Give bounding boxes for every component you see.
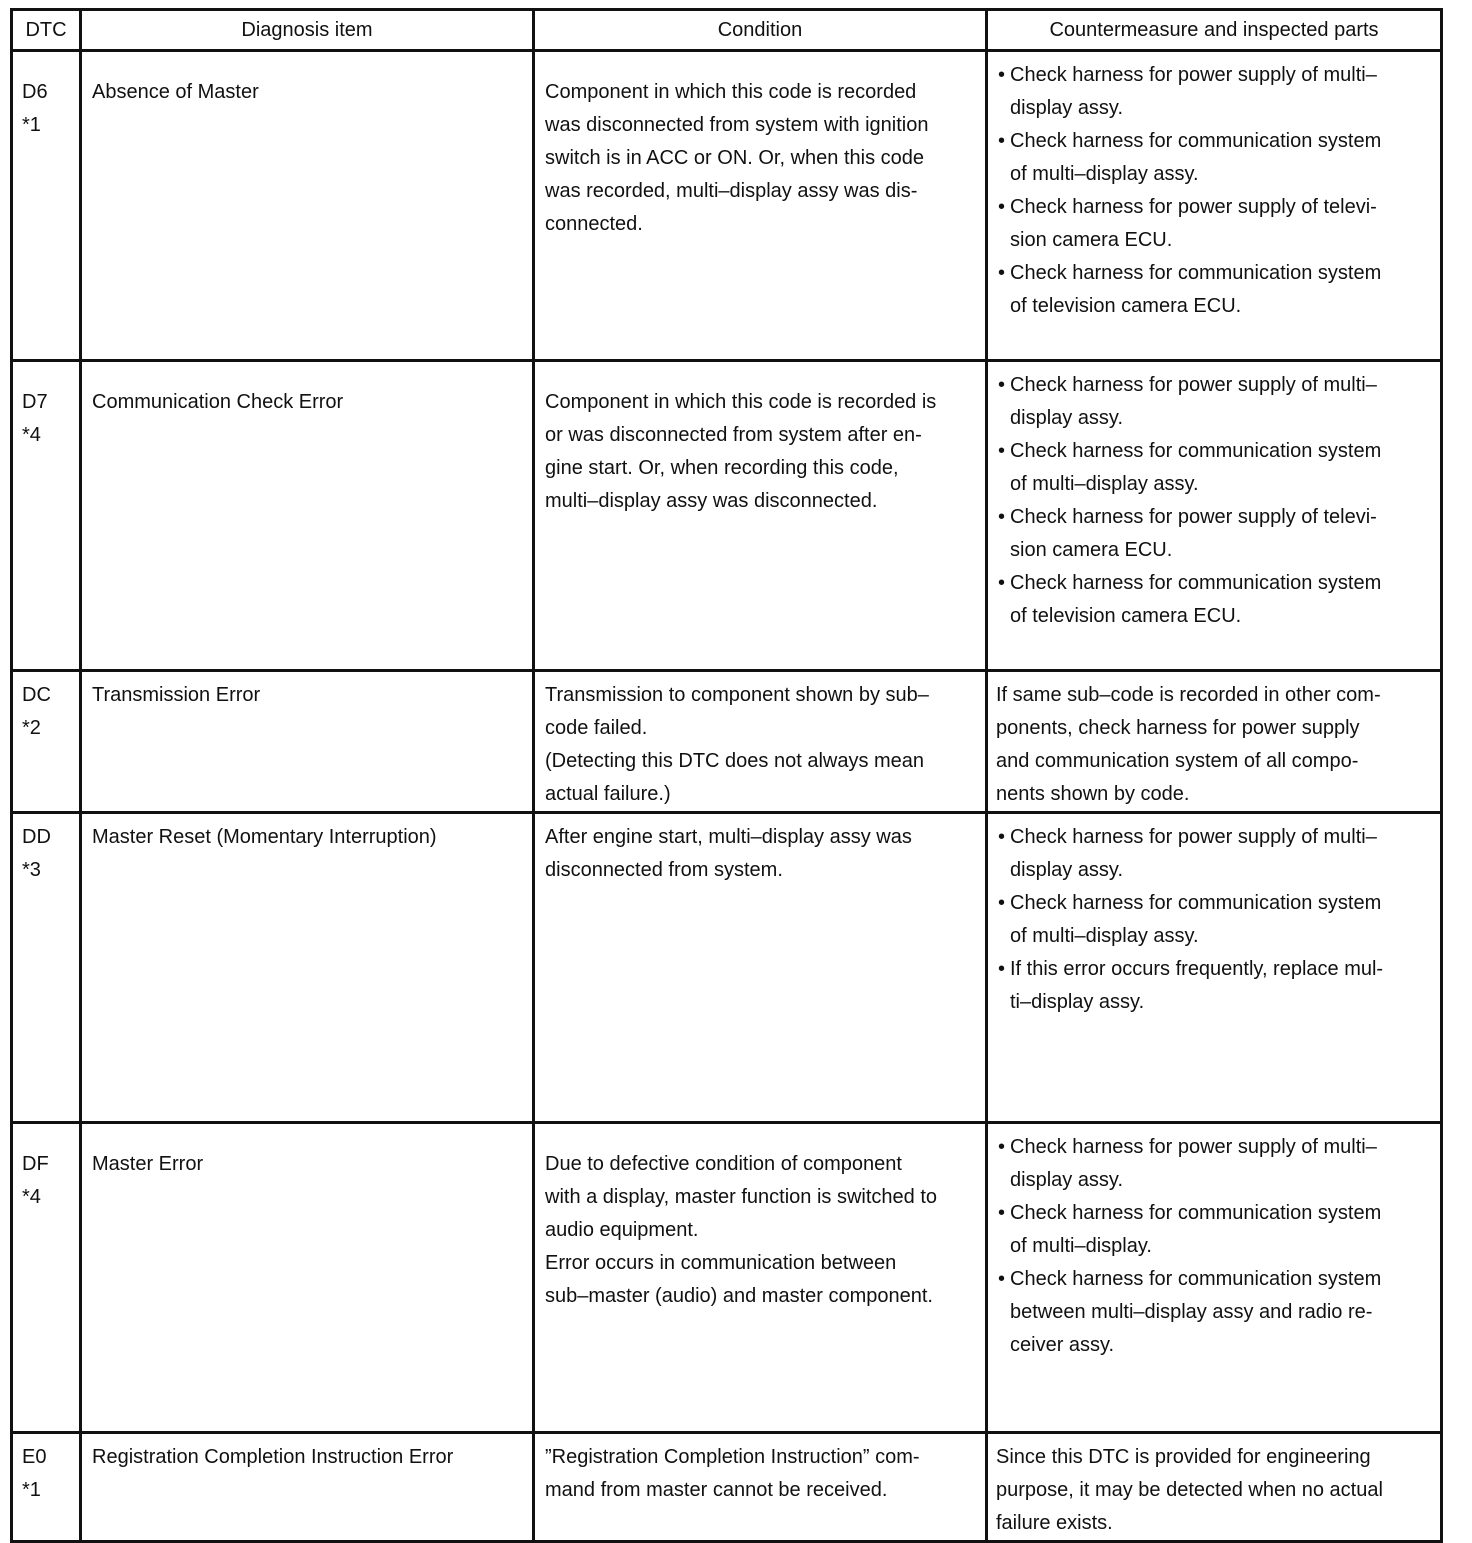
countermeasure-line: Check harness for communication system [1010, 1268, 1382, 1290]
diagnosis-item: Absence of Master [92, 81, 259, 103]
bullet-icon: • [998, 1136, 1006, 1158]
table-row [12, 1123, 1442, 1433]
condition-line: disconnected from system. [545, 859, 783, 881]
condition-line: mand from master cannot be received. [545, 1479, 888, 1501]
countermeasure-line: Check harness for communication system [1010, 130, 1382, 152]
countermeasure-item [996, 257, 1434, 323]
countermeasure-line: Check harness for communication system [1010, 262, 1382, 284]
diagnosis-item: Registration Completion Instruction Error [92, 1446, 454, 1468]
countermeasure-line: of multi–display. [1010, 1235, 1152, 1257]
countermeasure-list [996, 821, 1434, 1019]
countermeasure-line: of multi–display assy. [1010, 163, 1199, 185]
countermeasure-line: Check harness for power supply of multi– [1010, 826, 1377, 848]
header-condition: Condition [534, 10, 987, 51]
bullet-icon: • [998, 958, 1006, 980]
countermeasure-line: nents shown by code. [996, 783, 1190, 805]
countermeasure-cell [987, 1433, 1442, 1542]
dtc-cell [12, 1123, 81, 1433]
countermeasure-line: and communication system of all compo- [996, 750, 1359, 772]
diagnosis-item: Master Error [92, 1153, 204, 1175]
diagnosis-item: Communication Check Error [92, 391, 344, 413]
dtc-cell [12, 813, 81, 1123]
countermeasure-item [996, 59, 1434, 125]
dtc-code: DF [22, 1153, 49, 1175]
countermeasure-line: of television camera ECU. [1010, 295, 1242, 317]
condition-line: was disconnected from system with ignition [545, 114, 929, 136]
countermeasure-line: Check harness for communication system [1010, 440, 1382, 462]
condition-line: ”Registration Completion Instruction” com- [545, 1446, 920, 1468]
header-countermeasure: Countermeasure and inspected parts [987, 10, 1442, 51]
countermeasure-item [996, 567, 1434, 633]
table-row [12, 51, 1442, 361]
countermeasure-item [996, 1197, 1434, 1263]
condition-line: actual failure.) [545, 783, 671, 805]
countermeasure-item [996, 821, 1434, 887]
bullet-icon: • [998, 1202, 1006, 1224]
dtc-code: D6 [22, 81, 48, 103]
countermeasure-line: of multi–display assy. [1010, 473, 1199, 495]
diagnosis-item-cell [81, 51, 534, 361]
countermeasure-item [996, 1131, 1434, 1197]
bullet-icon: • [998, 130, 1006, 152]
countermeasure-line: Since this DTC is provided for engineering [996, 1446, 1371, 1468]
condition-line: (Detecting this DTC does not always mean [545, 750, 925, 772]
countermeasure-cell [987, 813, 1442, 1123]
countermeasure-line: Check harness for power supply of multi– [1010, 1136, 1377, 1158]
dtc-code: E0 [22, 1446, 47, 1468]
countermeasure-cell [987, 1123, 1442, 1433]
countermeasure-item [996, 501, 1434, 567]
condition-cell [534, 51, 987, 361]
diagnosis-item-cell [81, 1123, 534, 1433]
dtc-code: D7 [22, 391, 48, 413]
condition-line: gine start. Or, when recording this code, [545, 457, 899, 479]
condition-line: Transmission to component shown by sub– [545, 684, 929, 706]
header-diagnosis-item: Diagnosis item [81, 10, 534, 51]
countermeasure-line: Check harness for power supply of televi- [1010, 196, 1377, 218]
condition-cell [534, 813, 987, 1123]
diagnosis-item: Master Reset (Momentary Interruption) [92, 826, 437, 848]
header-dtc: DTC [12, 10, 81, 51]
countermeasure-line: Check harness for power supply of multi– [1010, 374, 1377, 396]
condition-cell [534, 1433, 987, 1542]
diagnosis-item: Transmission Error [92, 684, 261, 706]
diagnosis-item-cell [81, 671, 534, 813]
diagnosis-item-cell [81, 1433, 534, 1542]
bullet-icon: • [998, 440, 1006, 462]
header-row [12, 10, 1442, 51]
countermeasure-line: ponents, check harness for power supply [996, 717, 1360, 739]
countermeasure-line: Check harness for communication system [1010, 572, 1382, 594]
dtc-note: *1 [22, 114, 41, 136]
bullet-icon: • [998, 262, 1006, 284]
countermeasure-list [996, 59, 1434, 323]
dtc-note: *4 [22, 424, 41, 446]
bullet-icon: • [998, 826, 1006, 848]
dtc-code: DD [22, 826, 51, 848]
countermeasure-line: between multi–display assy and radio re- [1010, 1301, 1373, 1323]
countermeasure-line: Check harness for power supply of televi- [1010, 506, 1377, 528]
dtc-cell [12, 361, 81, 671]
countermeasure-line: If same sub–code is recorded in other com- [996, 684, 1381, 706]
countermeasure-line: Check harness for communication system [1010, 892, 1382, 914]
dtc-note: *2 [22, 717, 41, 739]
condition-line: Due to defective condition of component [545, 1153, 902, 1175]
countermeasure-line: purpose, it may be detected when no actual [996, 1479, 1383, 1501]
dtc-note: *1 [22, 1479, 41, 1501]
countermeasure-item [996, 887, 1434, 953]
condition-line: After engine start, multi–display assy was [545, 826, 912, 848]
condition-line: or was disconnected from system after en- [545, 424, 922, 446]
countermeasure-line: sion camera ECU. [1010, 539, 1173, 561]
countermeasure-item [996, 369, 1434, 435]
diagnosis-item-cell [81, 813, 534, 1123]
dtc-cell [12, 1433, 81, 1542]
countermeasure-item [996, 435, 1434, 501]
countermeasure-line: display assy. [1010, 407, 1124, 429]
countermeasure-item [996, 1263, 1434, 1362]
countermeasure-list [996, 1131, 1434, 1362]
countermeasure-line: display assy. [1010, 1169, 1124, 1191]
condition-line: sub–master (audio) and master component. [545, 1285, 933, 1307]
countermeasure-item [996, 191, 1434, 257]
condition-line: code failed. [545, 717, 648, 739]
condition-cell [534, 671, 987, 813]
table-row [12, 671, 1442, 813]
countermeasure-line: Check harness for power supply of multi– [1010, 64, 1377, 86]
countermeasure-line: If this error occurs frequently, replace mul- [1010, 958, 1384, 980]
bullet-icon: • [998, 572, 1006, 594]
countermeasure-list [996, 369, 1434, 633]
countermeasure-line: ti–display assy. [1010, 991, 1145, 1013]
dtc-note: *3 [22, 859, 41, 881]
countermeasure-line: display assy. [1010, 859, 1124, 881]
bullet-icon: • [998, 64, 1006, 86]
dtc-cell [12, 671, 81, 813]
table-row [12, 1433, 1442, 1542]
condition-line: was recorded, multi–display assy was dis- [545, 180, 918, 202]
bullet-icon: • [998, 196, 1006, 218]
countermeasure-line: failure exists. [996, 1512, 1113, 1534]
countermeasure-line: display assy. [1010, 97, 1124, 119]
countermeasure-cell [987, 51, 1442, 361]
condition-line: audio equipment. [545, 1219, 699, 1241]
countermeasure-line: Check harness for communication system [1010, 1202, 1382, 1224]
dtc-cell [12, 51, 81, 361]
condition-line: switch is in ACC or ON. Or, when this code [545, 147, 925, 169]
condition-cell [534, 361, 987, 671]
countermeasure-cell [987, 671, 1442, 813]
countermeasure-line: of television camera ECU. [1010, 605, 1242, 627]
condition-line: connected. [545, 213, 643, 235]
condition-cell [534, 1123, 987, 1433]
bullet-icon: • [998, 374, 1006, 396]
table-row [12, 361, 1442, 671]
condition-line: Error occurs in communication between [545, 1252, 897, 1274]
condition-line: multi–display assy was disconnected. [545, 490, 878, 512]
dtc-table [10, 8, 1443, 1543]
table-row [12, 813, 1442, 1123]
dtc-code: DC [22, 684, 51, 706]
dtc-note: *4 [22, 1186, 41, 1208]
countermeasure-line: sion camera ECU. [1010, 229, 1173, 251]
condition-line: with a display, master function is switched to [545, 1186, 938, 1208]
diagnosis-item-cell [81, 361, 534, 671]
countermeasure-line: ceiver assy. [1010, 1334, 1115, 1356]
bullet-icon: • [998, 1268, 1006, 1290]
countermeasure-cell [987, 361, 1442, 671]
bullet-icon: • [998, 506, 1006, 528]
countermeasure-item [996, 953, 1434, 1019]
countermeasure-item [996, 125, 1434, 191]
condition-line: Component in which this code is recorded is [545, 391, 937, 413]
bullet-icon: • [998, 892, 1006, 914]
countermeasure-line: of multi–display assy. [1010, 925, 1199, 947]
condition-line: Component in which this code is recorded [545, 81, 917, 103]
